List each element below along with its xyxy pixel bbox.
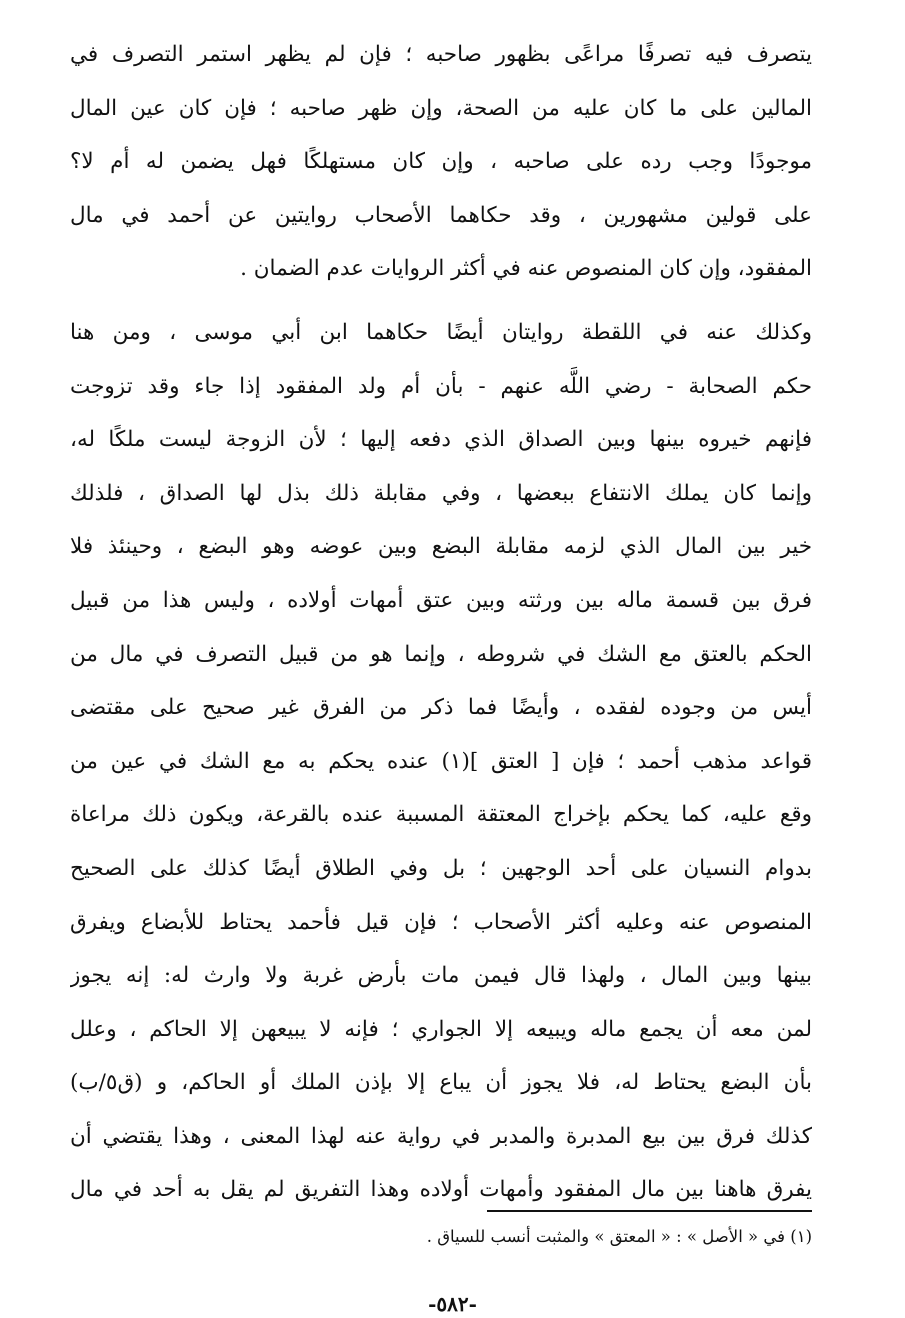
text-line: موجودًا وجب رده على صاحبه ، وإن كان مستهلكًا فهل يضمن له أم لا؟ [70, 149, 812, 175]
text-line: فرق بين قسمة ماله بين ورثته وبين عتق أمهات أولاده ، وليس هذا من قبيل [70, 587, 812, 613]
text-line: كذلك فرق بين بيع المدبرة والمدبر في رواية عنه لهذا المعنى ، وهذا يقتضي أن [70, 1123, 812, 1149]
text-line: المنصوص عنه وعليه أكثر الأصحاب ؛ فإن قيل فأحمد يحتاط للأبضاع ويفرق [70, 909, 812, 935]
text-line: المالين على ما كان عليه من الصحة، وإن ظهر صاحبه ؛ فإن كان عين المال [70, 95, 812, 121]
text-line: لمن معه أن يجمع ماله ويبيعه إلا الجواري ؛ فإنه لا يبيعهن إلا الحاكم ، وعلل [70, 1016, 812, 1042]
text-line: يتصرف فيه تصرفًا مراعًى بظهور صاحبه ؛ فإن لم يظهر استمر التصرف في [70, 42, 812, 67]
text-line: حكم الصحابة - رضي اللَّه عنهم - بأن أم ولد المفقود إذا جاء وقد تزوجت [70, 373, 812, 399]
text-line: يفرق هاهنا بين مال المفقود وأمهات أولاده وهذا التفريق لم يقل به أحد في مال [70, 1177, 812, 1203]
text-line: وكذلك عنه في اللقطة روايتان أيضًا حكاهما ابن أبي موسى ، ومن هنا [70, 319, 812, 345]
text-line: بدوام النسيان على أحد الوجهين ؛ بل وفي الطلاق أيضًا كذلك على الصحيح [70, 855, 812, 881]
footnote-separator [487, 1210, 812, 1212]
text-line: الحكم بالعتق مع الشك في شروطه ، وإنما هو من قبيل التصرف في مال من [70, 641, 812, 667]
page-number: -٥٨٢- [428, 1292, 477, 1316]
text-line: قواعد مذهب أحمد ؛ فإن [ العتق ](١) عنده يحكم به مع الشك في عين من [70, 748, 812, 774]
footnote: (١) في « الأصل » : « المعتق » والمثبت أنسب للسياق . [426, 1227, 812, 1246]
text-line: أيس من وجوده لفقده ، وأيضًا فما ذكر من الفرق غير صحيح على مقتضى [70, 695, 812, 721]
text-line: وإنما كان يملك الانتفاع ببعضها ، وفي مقابلة ذلك بذل لها الصداق ، فلذلك [70, 480, 812, 506]
paragraph-gap [70, 296, 812, 306]
text-line: على قولين مشهورين ، وقد حكاهما الأصحاب روايتين عن أحمد في مال [70, 202, 812, 228]
text-line: بينها وبين المال ، ولهذا قال فيمن مات بأرض غربة ولا وارث له: إنه يجوز [70, 963, 812, 989]
body-text [70, 28, 812, 1217]
text-line: فإنهم خيروه بينها وبين الصداق الذي دفعه إليها ؛ لأن الزوجة ليست ملكًا له، [70, 427, 812, 453]
text-line: خير بين المال الذي لزمه مقابلة البضع وبين عوضه وهو البضع ، وحينئذ فلا [70, 534, 812, 560]
text-line: المفقود، وإن كان المنصوص عنه في أكثر الروايات عدم الضمان . [240, 256, 812, 282]
text-line: بأن البضع يحتاط له، فلا يجوز أن يباع إلا بإذن الملك أو الحاكم، و (ق٥/ب) [70, 1070, 812, 1096]
text-line: وقع عليه، كما يحكم بإخراج المعتقة المسببة عنده بالقرعة، ويكون ذلك مراعاة [70, 802, 812, 828]
